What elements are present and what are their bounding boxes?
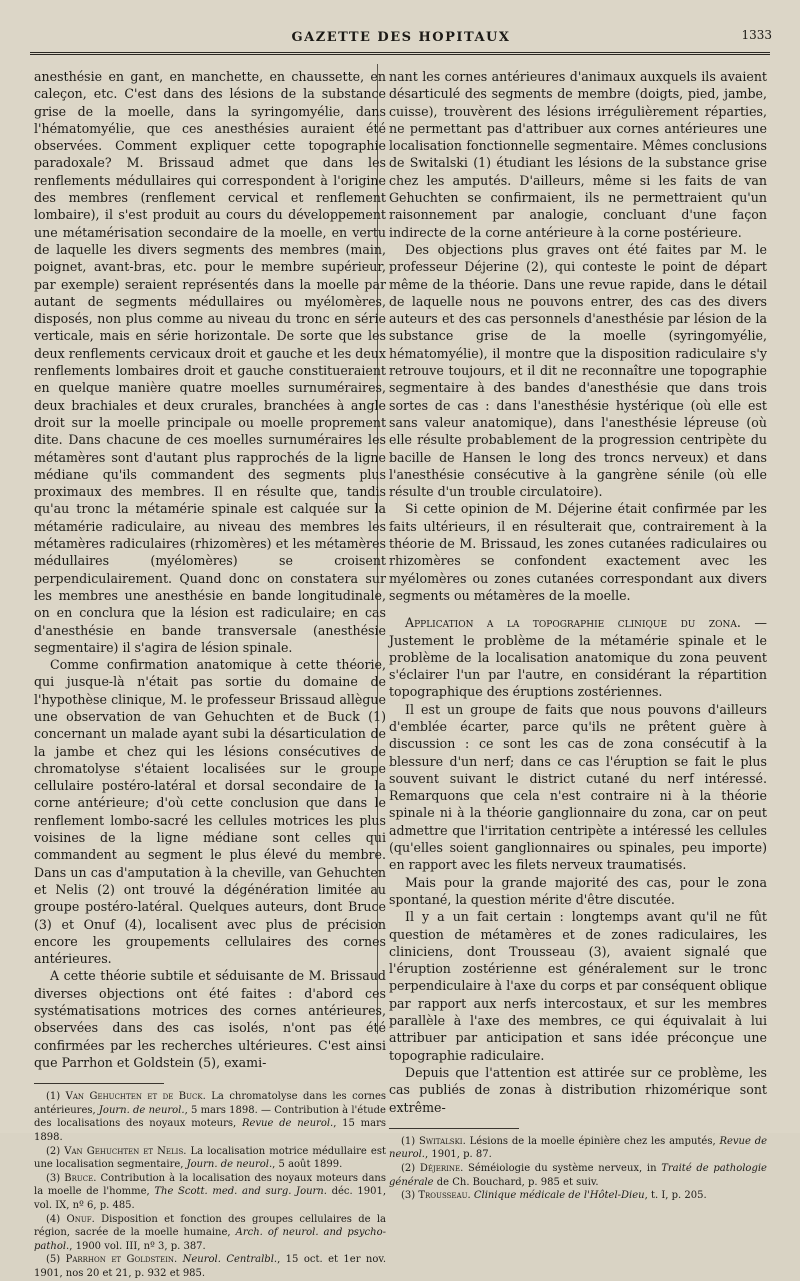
paragraph: Si cette opinion de M. Déjerine était confirmée par les faits ultérieurs, il en résulterait que, contrairement à la théorie de M. Brissaud, les zones cutanées radiculaires ou rhizomères se confondent exactement avec les myélomères ou zones cutanées correspondant aux divers segments ou métamères de la moelle. — [389, 501, 767, 603]
paragraph: A cette théorie subtile et séduisante de M. Brissaud diverses objections ont été faites : d'abord ces systématisations motrices des cornes antérieures, observées dans des cas isolés, n'ont pas été confirmées par les recherches ultérieures. C'est ainsi que Parrhon et Goldstein (5), exami- — [34, 968, 386, 1070]
footnote: (1) Van Gehuchten et de Buck. La chromatolyse dans les cornes antérieures, Journ. de neurol., 5 mars 1898. — Contribution à l'étude des localisations des noyaux moteurs, Revue de neurol., 15 mars 1898. — [34, 1091, 387, 1143]
section-paragraph: Application a la topographie clinique du zona. — Justement le problème de la métamérie spinale et le problème de la localisation anatomique du zona peuvent s'éclairer l'un par l'autre, en considérant la répartition topographique des éruptions zostériennes. — [389, 615, 767, 700]
paragraph: Mais pour la grande majorité des cas, pour le zona spontané, la question mérite d'être discutée. — [389, 874, 767, 907]
paragraph: Comme confirmation anatomique à cette théorie, qui jusque-là n'était pas sortie du domaine de l'hypothèse clinique, M. le professeur Brissaud allègue une observation de van Gehuchten et de Buck (1) concernant un malade ayant subi la désarticulation de la jambe et chez qui les lésions consécutives de chromatolyse s'étaient localisées sur le groupe cellulaire postéro-latéral et dorsal secondaire de la corne antérieure; d'où cette conclusion que dans le renflement lombo-sacré les cellules motrices les plus voisines de la ligne médiane sont celles qui commandent au segment le plus élevé du membre. Dans un cas d'amputation à la cheville, van Gehuchten et Nelis (2) ont trouvé la dégénération limitée au groupe postéro-latéral. Quelques auteurs, dont Bruce (3) et Onuf (4), localisent avec plus de précision encore les groupements cellulaires des cornes antérieures. — [34, 657, 386, 967]
footnote: (1) Switalski. Lésions de la moelle épinière chez les amputés, Revue de neurol., 1901, p. 87. — [389, 1135, 768, 1161]
section-spacer — [389, 604, 767, 614]
right-column — [389, 68, 767, 1203]
running-header — [30, 28, 772, 48]
footnote: (3) Trousseau. Clinique médicale de l'Hôtel-Dieu, t. I, p. 205. — [401, 1190, 707, 1202]
footnote-separator — [34, 1083, 164, 1084]
page-number: 1333 — [741, 28, 772, 42]
left-column — [34, 68, 386, 1281]
paragraph: nant les cornes antérieures d'animaux auxquels ils avaient désarticulé des segments de membre (doigts, pied, jambe, cuisse), trouvèrent des lésions irrégulièrement réparties, ne permettant pas d'attribuer aux cornes antérieures une localisation fonctionnelle segmentaire. Mêmes conclusions de Switalski (1) étudiant les lésions de la substance grise chez les amputés. D'ailleurs, même si les faits de van Gehuchten se confirmaient, ils ne permettraient qu'un raisonnement par analogie, concluant d'une façon indirecte de la corne antérieure à la corne postérieure. — [389, 69, 767, 240]
footnotes — [389, 1135, 767, 1203]
section-heading: Application a la topographie clinique du zona. — [405, 615, 741, 631]
paragraph: Il y a un fait certain : longtemps avant qu'il ne fût question de métamères et de zones radiculaires, les cliniciens, dont Trousseau (3), avaient signalé que l'éruption zostérienne est généralement sur le tronc perpendiculaire à l'axe du corps et par conséquent oblique par rapport aux nerfs intercostaux, et sur les membres parallèle à l'axe des membres, ce qui équivalait à lui attribuer par anticipation et sans idée préconçue une topographie radiculaire. — [389, 909, 767, 1063]
footnote: (2) Van Gehuchten et Nelis. La localisation motrice médullaire est une localisation segmentaire, Journ. de neurol., 5 août 1899. — [34, 1145, 386, 1171]
journal-title: GAZETTE DES HOPITAUX — [291, 30, 511, 45]
footnotes — [34, 1090, 386, 1280]
paragraph: Des objections plus graves ont été faites par M. le professeur Déjerine (2), qui conteste le point de départ même de la théorie. Dans une revue rapide, dans le détail de laquelle nous ne pouvons entrer, des cas des divers auteurs et des cas personnels d'anesthésie par lésion de la substance grise de la moelle (syringomyélie, hématomyélie), il montre que la disposition radiculaire s'y retrouve toujours, et il dit ne reconnaître une topographie segmentaire à des bandes d'anesthésie que dans trois sortes de cas : dans l'anesthésie hystérique (où elle est sans valeur anatomique), dans l'anesthésie lépreuse (où elle résulte probablement de la progression centripète du bacille de Hansen le long des troncs nerveux) et dans l'anesthésie consécutive à la gangrène sénile (où elle résulte d'un trouble circulatoire). — [389, 241, 767, 500]
footnote: (3) Bruce. Contribution à la localisation des noyaux moteurs dans la moelle de l'homme, The Scott. med. and surg. Journ. déc. 1901, vol. IX, nº 6, p. 485. — [34, 1172, 386, 1211]
paragraph: Il est un groupe de faits que nous pouvons d'ailleurs d'emblée écarter, parce qu'ils ne prêtent guère à discussion : ce sont les cas de zona consécutif à la blessure d'un nerf; dans ce cas l'éruption se fait le plus souvent suivant le district cutané du nerf intéressé. Remarquons que cela n'est contraire ni à la théorie spinale ni à la théorie ganglionnaire du zona, car on peut admettre que l'irritation centripète a intéressé les cellules (qu'elles soient ganglionnaires ou spinales, peu importe) en rapport avec les filets nerveux traumatisés. — [389, 701, 767, 873]
footnote: (5) Parrhon et Goldstein. Neurol. Centralbl., 15 oct. et 1er nov. 1901, nos 20 et 21, p. 932 et 985. — [34, 1254, 387, 1279]
paragraph: anesthésie en gant, en manchette, en chaussette, en caleçon, etc. C'est dans des lésions de la substance grise de la moelle, dans la syringomyélie, dans l'hématomyélie, que ces anesthésies auraient été observées. Comment expliquer cette topographie paradoxale? M. Brissaud admet que dans les renflements médullaires qui correspondent à l'origine des membres (renflement cervical et renflement lombaire), il s'est produit au cours du développement une métamérisation secondaire de la moelle, en vertu de laquelle les divers segments des membres (main, poignet, avant-bras, etc. pour le membre supérieur, par exemple) seraient représentés dans la moelle par autant de segments médullaires ou myélomères, disposés, non plus comme au niveau du tronc en série verticale, mais en série horizontale. De sorte que les deux renflements cervicaux droit et gauche et les deux renflements lombaires droit et gauche constitueraient en quelque manière quatre moelles surnuméraires, deux brachiales et deux crurales, branchées à angle droit sur la moelle principale ou moelle proprement dite. Dans chacune de ces moelles surnuméraires les métamères sont d'autant plus rapprochés de la ligne médiane qu'ils commandent des segments plus proximaux des membres. Il en résulte que, tandis qu'au tronc la métamérie spinale est calquée sur la métamérie radiculaire, au niveau des membres les métamères radiculaires (rhizomères) et les métamères médullaires (myélomères) se croisent perpendiculairement. Quand donc on constatera sur les membres une anesthésie en bande longitudinale, on en conclura que la lésion est radiculaire; en cas d'anesthésie en bande transversale (anesthésie segmentaire) il s'agira de lésion spinale. — [34, 69, 386, 655]
footnote: (2) Déjerine. Séméiologie du système nerveux, in Traité de pathologie générale de Ch. Bouchard, p. 985 et suiv. — [389, 1163, 767, 1188]
footnote-separator — [389, 1128, 519, 1129]
header-rule — [30, 52, 770, 55]
footnote: (4) Onuf. Disposition et fonction des groupes cellulaires de la région, sacrée de la moelle humaine, Arch. of neurol. and psycho-pathol., 1900 vol. III, nº 3, p. 387. — [34, 1213, 387, 1252]
paragraph: Depuis que l'attention est attirée sur ce problème, les cas publiés de zonas à distribution rhizomérique sont extrême- — [389, 1064, 767, 1115]
